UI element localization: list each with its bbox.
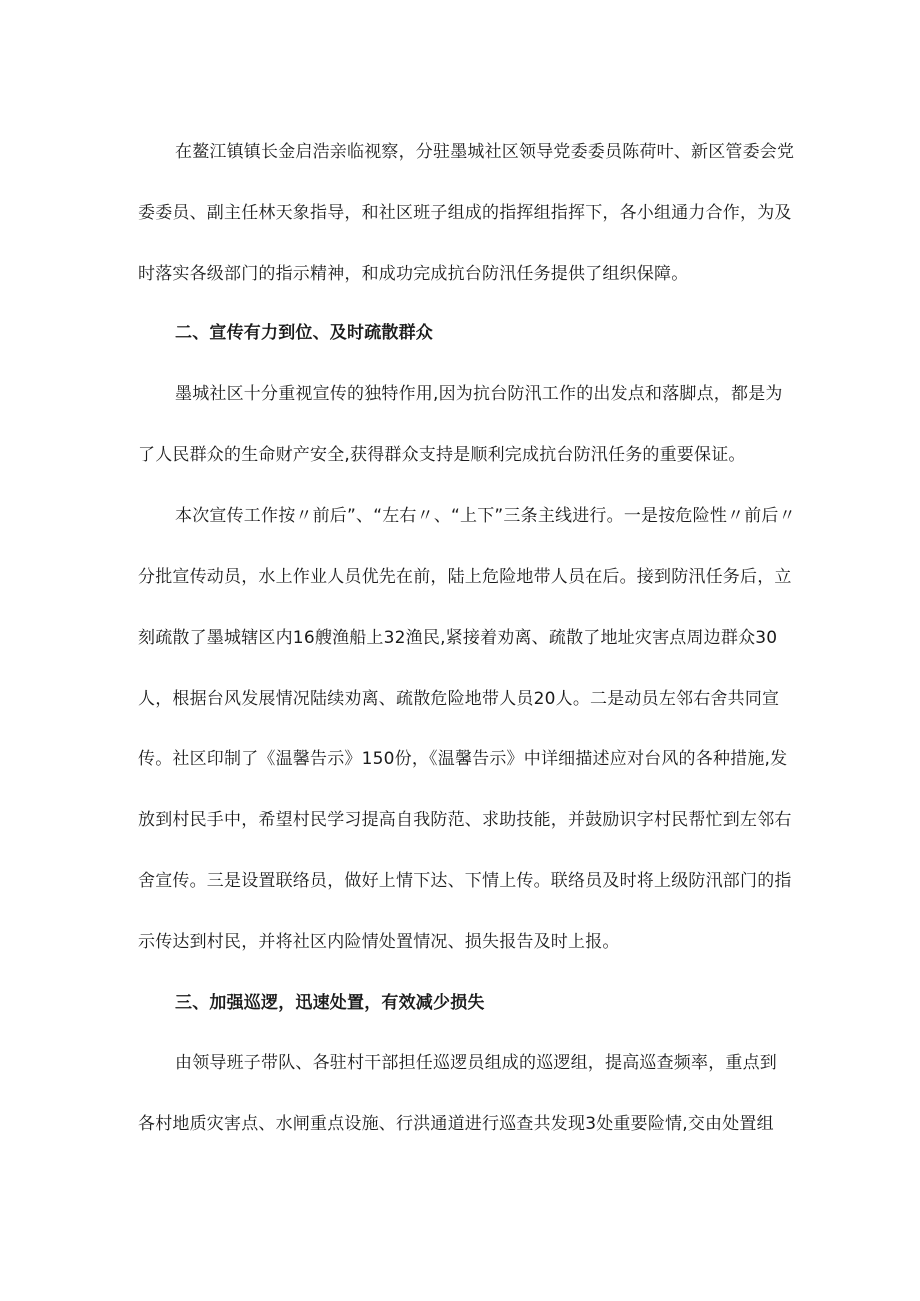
paragraph-1-line-3: 时落实各级部门的指示精神，和成功完成抗台防汛任务提供了组织保障。: [138, 264, 689, 284]
paragraph-3-line-3: 刻疏散了墨城辖区内16艘渔船上32渔民,紧接着劝离、疏散了地址灾害点周边群众30: [138, 628, 778, 648]
paragraph-2-line-2: 了人民群众的生命财产安全,获得群众支持是顺利完成抗台防汛任务的重要保证。: [138, 445, 746, 465]
section-heading-3: 三、加强巡逻，迅速处置，有效减少损失: [175, 993, 485, 1013]
paragraph-3-line-2: 分批宣传动员，水上作业人员优先在前，陆上危险地带人员在后。接到防汛任务后，立: [138, 567, 792, 587]
paragraph-3-line-6: 放到村民手中，希望村民学习提高自我防范、求助技能，并鼓励识字村民帮忙到左邻右: [138, 810, 792, 830]
paragraph-2-line-1: 墨城社区十分重视宣传的独特作用,因为抗台防汛工作的出发点和落脚点，都是为: [175, 384, 783, 404]
paragraph-3-line-8: 示传达到村民，并将社区内险情处置情况、损失报告及时上报。: [138, 932, 620, 952]
paragraph-1-line-1: 在鳌江镇镇长金启浩亲临视察，分驻墨城社区领导党委委员陈荷叶、新区管委会党: [175, 142, 795, 162]
paragraph-3-line-1: 本次宣传工作按〃前后”、“左右〃、“上下”三条主线进行。一是按危险性〃前后〃: [175, 506, 796, 526]
paragraph-3-line-5: 传。社区印制了《温馨告示》150份，《温馨告示》中详细描述应对台风的各种措施,发: [138, 749, 788, 769]
section-heading-2: 二、宣传有力到位、及时疏散群众: [175, 323, 433, 343]
paragraph-3-line-4: 人，根据台风发展情况陆续劝离、疏散危险地带人员20人。二是动员左邻右舍共同宣: [138, 689, 780, 709]
paragraph-4-line-1: 由领导班子带队、各驻村干部担任巡逻员组成的巡逻组，提高巡查频率，重点到: [175, 1053, 777, 1073]
paragraph-4-line-2: 各村地质灾害点、水闸重点设施、行洪通道进行巡查共发现3处重要险情,交由处置组: [138, 1114, 774, 1134]
paragraph-3-line-7: 舍宣传。三是设置联络员，做好上情下达、下情上传。联络员及时将上级防汛部门的指: [138, 871, 792, 891]
paragraph-1-line-2: 委委员、副主任林天象指导，和社区班子组成的指挥组指挥下，各小组通力合作，为及: [138, 203, 792, 223]
